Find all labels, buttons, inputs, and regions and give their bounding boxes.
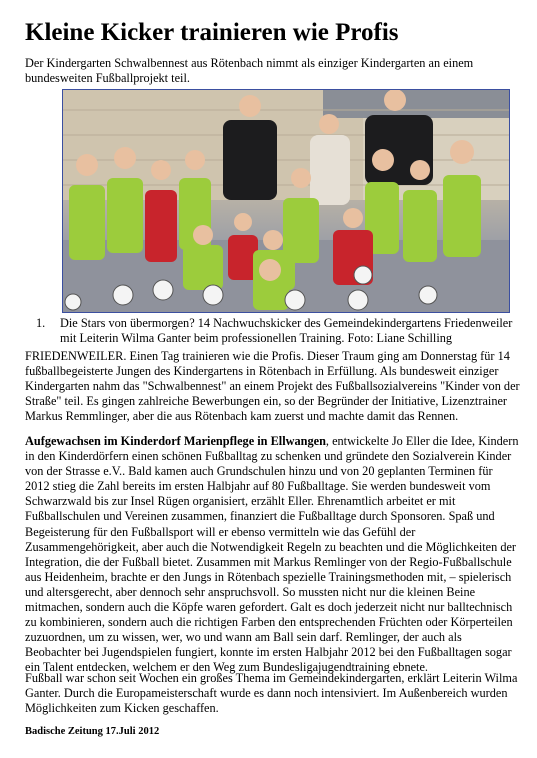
headline: Kleine Kicker trainieren wie Profis (25, 19, 399, 46)
caption-text: Die Stars von übermorgen? 14 Nachwuchskicker des Gemeindekindergartens Friedenweiler mit Leiterin Wilma Ganter beim professionellen Training. Foto: Liane Schilling (60, 316, 513, 345)
paragraph-2 (25, 434, 520, 676)
team-photo (62, 89, 510, 313)
team-photo-illustration (63, 90, 509, 312)
paragraph-3: Fußball war schon seit Wochen ein großes Thema im Gemeindekindergarten, erklärt Leiterin Wilma Ganter. Durch die Europameisterschaft wurde es dann noch intensiviert. Im Außenbereich wurden Möglichkeiten zum Kicken geschaffen. (25, 671, 518, 716)
paragraph-2-body: , entwickelte Jo Eller die Idee, Kindern in den Kinderdörfern einen schönen Fußballtag zu schenken und gründete den Sozialverein Kinder von der Strasse e.V.. Bald kamen auch Grundschulen hinzu und von 20 geplanten Terminen für 2012 stieg die Zahl bereits im ersten Halbjahr auf 80 Fußballtage. Sie werden bundesweit vom Schwarzwald bis zur Insel Rügen organisiert, erzählt Eller. Ehrenamtlich arbeitet er mit Fußballschulen und Vereinen zusammen, finanziert die Fußballtage durch Sponsoren. Spaß und Begeisterung für den Fußballsport will er ebenso vermitteln wie das Gefühl der Zusammengehörigkeit, aber auch die Notwendigkeit Regeln zu beachten und die Möglichkeiten der Integration, die der Fußball bietet. Zusammen mit Markus Remlinger von der Regio-Fußballschule aus Heidenheim, brachte er den Jungs in Rötenbach spezielle Trainingsmethoden mit, – spielerisch und altersgerecht, aber dennoch sehr anspruchsvoll. So mussten nicht nur die kleinen Beine mitmachen, sondern auch die Köpfe waren gefordert. Galt es doch jederzeit nicht nur balltechnisch zu kombinieren, sondern auch die richtigen Farben den entsprechenden Früchten oder Körperteilen zuzuordnen, um zu wissen, wer, wo und wann am Ball sein darf. Remlinger, der auch als Beobachter bei Jugendspielen fungiert, konnte im ersten Halbjahr 2012 bei den Fußballtagen sogar ein Talent entdecken, welchem er den Weg zum Bundesligajugendtraining ebnete. (25, 434, 519, 675)
source-credit: Badische Zeitung 17.Juli 2012 (25, 726, 160, 737)
lead-paragraph: Der Kindergarten Schwalbennest aus Rötenbach nimmt als einziger Kindergarten an einem bundesweiten Fußballprojekt teil. (25, 56, 474, 85)
caption-number: 1. (36, 316, 46, 330)
photo-caption (36, 316, 516, 346)
paragraph-2-lead-in: Aufgewachsen im Kinderdorf Marienpflege in Ellwangen (25, 434, 326, 448)
paragraph-1: FRIEDENWEILER. Einen Tag trainieren wie die Profis. Dieser Traum ging am Donnerstag für 14 fußballbegeisterte Jungen des Kindergartens in Rötenbach in Erfüllung. Als bundesweit einziger Kindergarten nahm das "Schwalbennest" an einem Projekt des Fußballsozialvereins "Kinder von der Straße" teil. Es gingen zahlreiche Bewerbungen ein, so der Begründer der Initiative, Lizenztrainer Markus Remmlinger, aber die aus Rötenbach kam zuerst und machte damit das Rennen. (25, 349, 520, 424)
